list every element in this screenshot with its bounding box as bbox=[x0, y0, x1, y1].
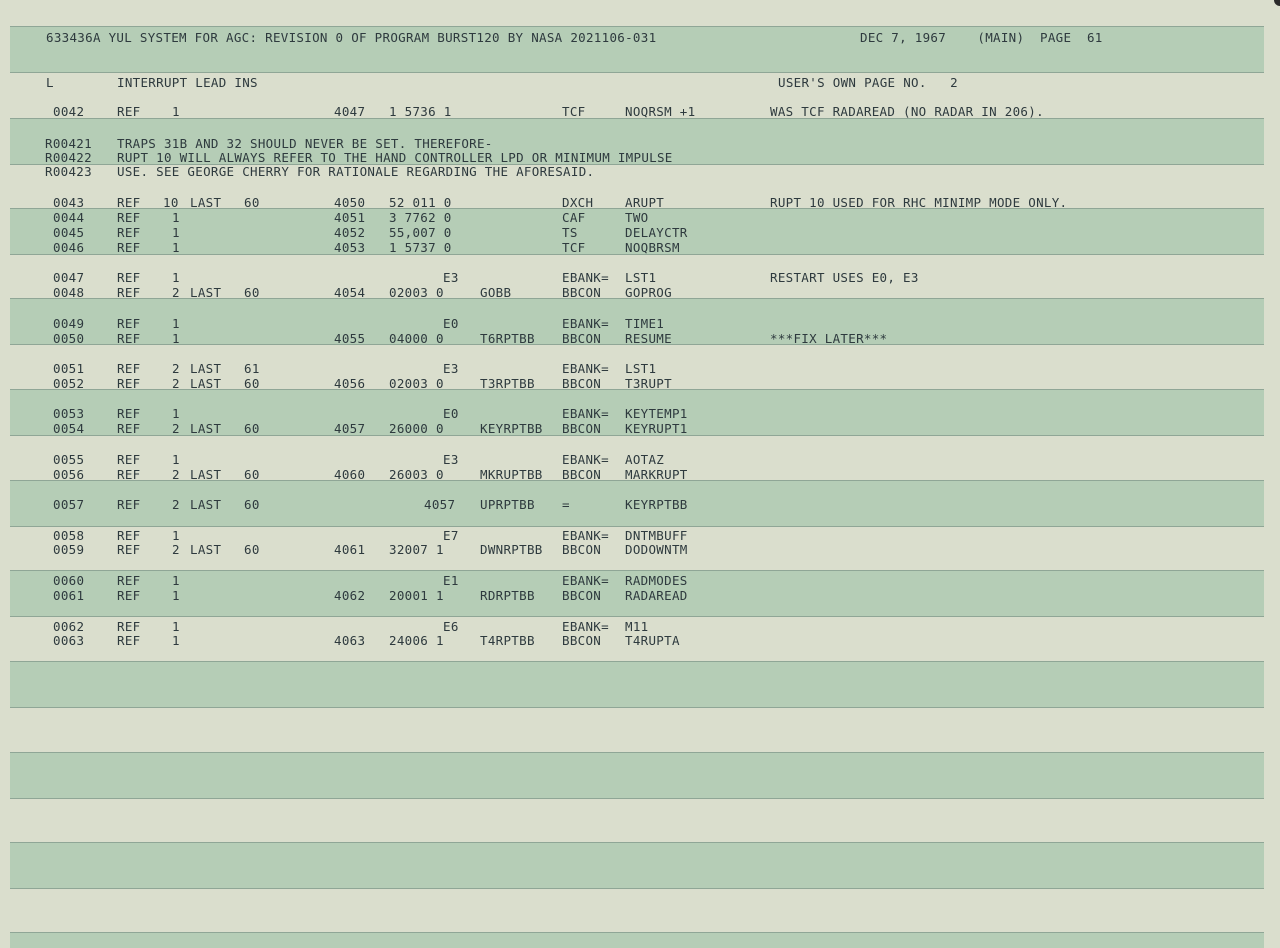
line-number: 0057 bbox=[53, 497, 85, 512]
ref-count: 2 bbox=[172, 467, 180, 482]
last-page: 60 bbox=[244, 467, 260, 482]
opcode: TS bbox=[562, 225, 578, 240]
ref-count: 1 bbox=[172, 225, 180, 240]
ref-keyword: REF bbox=[117, 270, 141, 285]
address: 4053 bbox=[334, 240, 366, 255]
ref-keyword: REF bbox=[117, 497, 141, 512]
last-page: 60 bbox=[244, 195, 260, 210]
last-keyword: LAST bbox=[190, 285, 222, 300]
symbol-label: T4RPTBB bbox=[480, 633, 535, 648]
ref-keyword: REF bbox=[117, 376, 141, 391]
opcode: EBANK= bbox=[562, 619, 609, 634]
opcode: BBCON bbox=[562, 633, 602, 648]
operand: T3RUPT bbox=[625, 376, 672, 391]
ref-count: 10 bbox=[163, 195, 179, 210]
opcode: EBANK= bbox=[562, 361, 609, 376]
opcode: EBANK= bbox=[562, 316, 609, 331]
address: 4050 bbox=[334, 195, 366, 210]
octal-word: 24006 1 bbox=[389, 633, 444, 648]
opcode: = bbox=[562, 497, 570, 512]
octal-word: 26003 0 bbox=[389, 467, 444, 482]
octal-word: 55,007 0 bbox=[389, 225, 452, 240]
ref-count: 2 bbox=[172, 542, 180, 557]
operand: RESUME bbox=[625, 331, 672, 346]
ref-keyword: REF bbox=[117, 619, 141, 634]
operand: DELAYCTR bbox=[625, 225, 688, 240]
last-keyword: LAST bbox=[190, 542, 222, 557]
line-number: 0054 bbox=[53, 421, 85, 436]
opcode: BBCON bbox=[562, 331, 602, 346]
listing-flag: L bbox=[46, 75, 54, 90]
octal-word: 1 5736 1 bbox=[389, 104, 452, 119]
ref-keyword: REF bbox=[117, 331, 141, 346]
ref-count: 1 bbox=[172, 452, 180, 467]
line-number: 0052 bbox=[53, 376, 85, 391]
last-page: 60 bbox=[244, 542, 260, 557]
ref-keyword: REF bbox=[117, 421, 141, 436]
last-keyword: LAST bbox=[190, 497, 222, 512]
operand: LST1 bbox=[625, 361, 657, 376]
address: 4057 bbox=[334, 421, 366, 436]
punch-hole-icon bbox=[1274, 0, 1280, 6]
ref-keyword: REF bbox=[117, 361, 141, 376]
line-number: 0051 bbox=[53, 361, 85, 376]
opcode: BBCON bbox=[562, 376, 602, 391]
ref-keyword: REF bbox=[117, 573, 141, 588]
remark-text: USE. SEE GEORGE CHERRY FOR RATIONALE REGARDING THE AFORESAID. bbox=[117, 164, 595, 179]
opcode: BBCON bbox=[562, 421, 602, 436]
operand: T4RUPTA bbox=[625, 633, 680, 648]
address: 4060 bbox=[334, 467, 366, 482]
ref-count: 1 bbox=[172, 528, 180, 543]
opcode: BBCON bbox=[562, 285, 602, 300]
symbol-label: T6RPTBB bbox=[480, 331, 535, 346]
operand: RADMODES bbox=[625, 573, 688, 588]
ref-count: 1 bbox=[172, 573, 180, 588]
line-number: 0053 bbox=[53, 406, 85, 421]
symbol-label: GOBB bbox=[480, 285, 512, 300]
page-header-title: 633436A YUL SYSTEM FOR AGC: REVISION 0 OF PROGRAM BURST120 BY NASA 2021106-031 bbox=[46, 30, 657, 45]
operand: KEYRPTBB bbox=[625, 497, 688, 512]
address: 4061 bbox=[334, 542, 366, 557]
opcode: EBANK= bbox=[562, 270, 609, 285]
octal-word: 02003 0 bbox=[389, 376, 444, 391]
line-number: 0060 bbox=[53, 573, 85, 588]
ref-count: 1 bbox=[172, 406, 180, 421]
symbol-label: T3RPTBB bbox=[480, 376, 535, 391]
octal-word: 52 011 0 bbox=[389, 195, 452, 210]
ebank-value: E0 bbox=[443, 316, 459, 331]
line-number: 0042 bbox=[53, 104, 85, 119]
line-number: 0063 bbox=[53, 633, 85, 648]
opcode: CAF bbox=[562, 210, 586, 225]
octal-word: 3 7762 0 bbox=[389, 210, 452, 225]
ref-keyword: REF bbox=[117, 104, 141, 119]
remark-text: RUPT 10 WILL ALWAYS REFER TO THE HAND CONTROLLER LPD OR MINIMUM IMPULSE bbox=[117, 150, 673, 165]
paper-band bbox=[10, 932, 1264, 948]
last-keyword: LAST bbox=[190, 361, 222, 376]
octal-word: 4057 bbox=[424, 497, 456, 512]
last-page: 60 bbox=[244, 497, 260, 512]
opcode: DXCH bbox=[562, 195, 594, 210]
last-keyword: LAST bbox=[190, 421, 222, 436]
symbol-label: RDRPTBB bbox=[480, 588, 535, 603]
opcode: BBCON bbox=[562, 588, 602, 603]
opcode: BBCON bbox=[562, 542, 602, 557]
comment: RUPT 10 USED FOR RHC MINIMP MODE ONLY. bbox=[770, 195, 1068, 210]
address: 4062 bbox=[334, 588, 366, 603]
operand: LST1 bbox=[625, 270, 657, 285]
paper-band bbox=[10, 842, 1264, 889]
address: 4054 bbox=[334, 285, 366, 300]
ref-keyword: REF bbox=[117, 285, 141, 300]
ebank-value: E3 bbox=[443, 361, 459, 376]
ref-count: 1 bbox=[172, 270, 180, 285]
last-keyword: LAST bbox=[190, 195, 222, 210]
line-number: 0056 bbox=[53, 467, 85, 482]
opcode: TCF bbox=[562, 104, 586, 119]
ebank-value: E1 bbox=[443, 573, 459, 588]
operand: NOQBRSM bbox=[625, 240, 680, 255]
symbol-label: MKRUPTBB bbox=[480, 467, 543, 482]
last-keyword: LAST bbox=[190, 376, 222, 391]
operand: NOQRSM +1 bbox=[625, 104, 696, 119]
opcode: TCF bbox=[562, 240, 586, 255]
ref-count: 1 bbox=[172, 240, 180, 255]
operand: ARUPT bbox=[625, 195, 665, 210]
comment: ***FIX LATER*** bbox=[770, 331, 888, 346]
operand: KEYRUPT1 bbox=[625, 421, 688, 436]
ref-keyword: REF bbox=[117, 406, 141, 421]
octal-word: 32007 1 bbox=[389, 542, 444, 557]
ref-keyword: REF bbox=[117, 542, 141, 557]
line-number: 0059 bbox=[53, 542, 85, 557]
line-number: 0047 bbox=[53, 270, 85, 285]
octal-word: 1 5737 0 bbox=[389, 240, 452, 255]
line-number: 0061 bbox=[53, 588, 85, 603]
line-number: 0062 bbox=[53, 619, 85, 634]
address: 4052 bbox=[334, 225, 366, 240]
operand: DODOWNTM bbox=[625, 542, 688, 557]
address: 4056 bbox=[334, 376, 366, 391]
address: 4047 bbox=[334, 104, 366, 119]
line-number: 0055 bbox=[53, 452, 85, 467]
ref-keyword: REF bbox=[117, 225, 141, 240]
ref-count: 2 bbox=[172, 376, 180, 391]
line-number: 0043 bbox=[53, 195, 85, 210]
symbol-label: DWNRPTBB bbox=[480, 542, 543, 557]
ref-count: 1 bbox=[172, 104, 180, 119]
address: 4051 bbox=[334, 210, 366, 225]
user-page-number: USER'S OWN PAGE NO. 2 bbox=[778, 75, 958, 90]
operand: MARKRUPT bbox=[625, 467, 688, 482]
operand: TIME1 bbox=[625, 316, 665, 331]
ref-keyword: REF bbox=[117, 195, 141, 210]
operand: AOTAZ bbox=[625, 452, 665, 467]
comment: WAS TCF RADAREAD (NO RADAR IN 206). bbox=[770, 104, 1044, 119]
ebank-value: E3 bbox=[443, 270, 459, 285]
opcode: BBCON bbox=[562, 467, 602, 482]
last-page: 60 bbox=[244, 376, 260, 391]
octal-word: 26000 0 bbox=[389, 421, 444, 436]
operand: GOPROG bbox=[625, 285, 672, 300]
paper-band bbox=[10, 752, 1264, 799]
last-page: 60 bbox=[244, 285, 260, 300]
octal-word: 02003 0 bbox=[389, 285, 444, 300]
section-title: INTERRUPT LEAD INS bbox=[117, 75, 258, 90]
ref-keyword: REF bbox=[117, 633, 141, 648]
ref-keyword: REF bbox=[117, 588, 141, 603]
octal-word: 20001 1 bbox=[389, 588, 444, 603]
line-number: 0050 bbox=[53, 331, 85, 346]
comment: RESTART USES E0, E3 bbox=[770, 270, 919, 285]
line-number: 0044 bbox=[53, 210, 85, 225]
operand: RADAREAD bbox=[625, 588, 688, 603]
last-page: 61 bbox=[244, 361, 260, 376]
line-number: 0058 bbox=[53, 528, 85, 543]
ref-keyword: REF bbox=[117, 210, 141, 225]
ref-count: 2 bbox=[172, 285, 180, 300]
operand: KEYTEMP1 bbox=[625, 406, 688, 421]
ref-keyword: REF bbox=[117, 316, 141, 331]
opcode: EBANK= bbox=[562, 573, 609, 588]
ref-count: 2 bbox=[172, 421, 180, 436]
ref-count: 2 bbox=[172, 361, 180, 376]
address: 4063 bbox=[334, 633, 366, 648]
ref-count: 1 bbox=[172, 210, 180, 225]
operand: TWO bbox=[625, 210, 649, 225]
ebank-value: E0 bbox=[443, 406, 459, 421]
ref-count: 1 bbox=[172, 331, 180, 346]
symbol-label: UPRPTBB bbox=[480, 497, 535, 512]
remark-number: R00423 bbox=[45, 164, 92, 179]
octal-word: 04000 0 bbox=[389, 331, 444, 346]
remark-number: R00421 bbox=[45, 136, 92, 151]
operand: M11 bbox=[625, 619, 649, 634]
ref-keyword: REF bbox=[117, 452, 141, 467]
ref-keyword: REF bbox=[117, 528, 141, 543]
opcode: EBANK= bbox=[562, 452, 609, 467]
ref-count: 1 bbox=[172, 633, 180, 648]
opcode: EBANK= bbox=[562, 528, 609, 543]
line-number: 0048 bbox=[53, 285, 85, 300]
ebank-value: E6 bbox=[443, 619, 459, 634]
ref-count: 2 bbox=[172, 497, 180, 512]
remark-text: TRAPS 31B AND 32 SHOULD NEVER BE SET. THEREFORE- bbox=[117, 136, 493, 151]
line-number: 0045 bbox=[53, 225, 85, 240]
ref-count: 1 bbox=[172, 619, 180, 634]
line-number: 0046 bbox=[53, 240, 85, 255]
last-keyword: LAST bbox=[190, 467, 222, 482]
line-number: 0049 bbox=[53, 316, 85, 331]
ref-keyword: REF bbox=[117, 240, 141, 255]
remark-number: R00422 bbox=[45, 150, 92, 165]
ref-count: 1 bbox=[172, 316, 180, 331]
page-header-date: DEC 7, 1967 (MAIN) PAGE 61 bbox=[860, 30, 1103, 45]
ref-keyword: REF bbox=[117, 467, 141, 482]
paper-band bbox=[10, 661, 1264, 708]
symbol-label: KEYRPTBB bbox=[480, 421, 543, 436]
last-page: 60 bbox=[244, 421, 260, 436]
ebank-value: E3 bbox=[443, 452, 459, 467]
opcode: EBANK= bbox=[562, 406, 609, 421]
address: 4055 bbox=[334, 331, 366, 346]
ref-count: 1 bbox=[172, 588, 180, 603]
ebank-value: E7 bbox=[443, 528, 459, 543]
operand: DNTMBUFF bbox=[625, 528, 688, 543]
